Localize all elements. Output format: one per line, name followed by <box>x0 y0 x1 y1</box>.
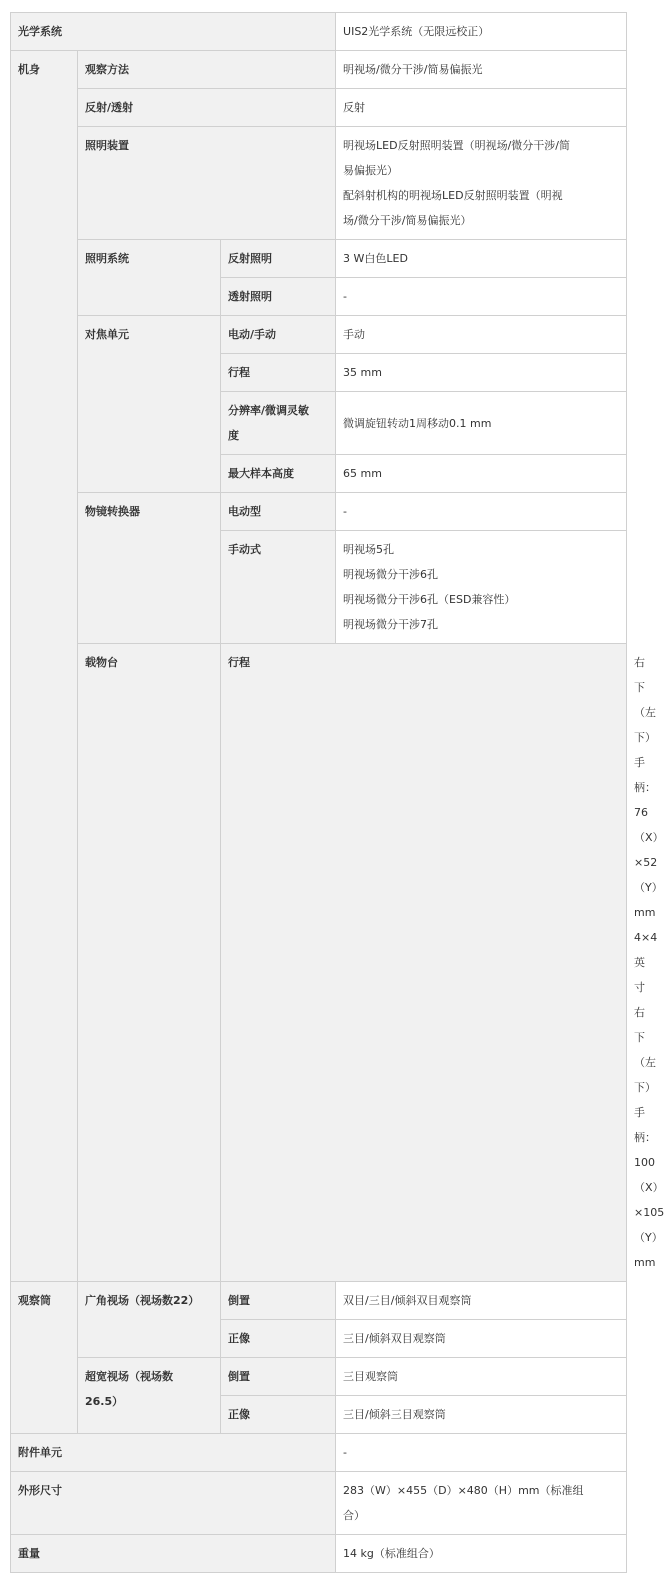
row-label-weight: 重量 <box>11 1535 336 1573</box>
table-row <box>11 493 627 531</box>
nosepiece-manual-line: 明视场微分干涉7孔 <box>343 618 439 631</box>
table-row <box>11 240 627 278</box>
nosepiece-manual-line: 明视场微分干涉6孔（ESD兼容性） <box>343 593 516 606</box>
illuminator-line: 配斜射机构的明视场LED反射照明装置（明视 <box>343 189 563 202</box>
focus-resolution-label-line: 分辨率/微调灵敏 <box>228 404 310 417</box>
row-label-dimensions: 外形尺寸 <box>11 1472 336 1535</box>
row-value-observation-method: 明视场/微分干涉/简易偏振光 <box>336 51 627 89</box>
illuminator-line: 易偏振光） <box>343 164 399 177</box>
row-value-dimensions <box>336 1472 627 1535</box>
row-label-wide-erect: 正像 <box>221 1320 336 1358</box>
row-value-super-wide-inverted: 三目观察筒 <box>336 1358 627 1396</box>
row-value-reflected-illumination: 3 W白色LED <box>336 240 627 278</box>
row-value-super-wide-erect: 三目/倾斜三目观察筒 <box>336 1396 627 1434</box>
row-label-super-wide-inverted: 倒置 <box>221 1358 336 1396</box>
table-row <box>11 1434 627 1472</box>
row-label-nosepiece-motorized: 电动型 <box>221 493 336 531</box>
row-value-max-sample-height: 65 mm <box>336 455 627 493</box>
table-row <box>11 13 627 51</box>
row-label-reflected-illumination: 反射照明 <box>221 240 336 278</box>
group-label-body: 机身 <box>11 51 78 1282</box>
dimensions-line: 合） <box>343 1509 366 1522</box>
row-label-focus-drive: 电动/手动 <box>221 316 336 354</box>
row-label-super-wide-erect: 正像 <box>221 1396 336 1434</box>
focus-resolution-label-line: 度 <box>228 429 239 442</box>
row-label-focus-resolution <box>221 392 336 455</box>
row-value-wide-erect: 三目/倾斜双目观察筒 <box>336 1320 627 1358</box>
row-label-optical-system: 光学系统 <box>11 13 336 51</box>
row-label-observation-method: 观察方法 <box>78 51 336 89</box>
illuminator-line: 明视场LED反射照明装置（明视场/微分干涉/简 <box>343 139 570 152</box>
row-label-nosepiece-manual: 手动式 <box>221 531 336 644</box>
table-row <box>11 127 627 240</box>
row-label-max-sample-height: 最大样本高度 <box>221 455 336 493</box>
group-label-stage: 载物台 <box>78 644 221 1282</box>
nosepiece-manual-line: 明视场5孔 <box>343 543 395 556</box>
group-label-tube: 观察筒 <box>11 1282 78 1434</box>
subgroup-label-illumination-system: 照明系统 <box>78 240 221 316</box>
subgroup-label-wide-field: 广角视场（视场数22） <box>78 1282 221 1358</box>
table-row <box>11 51 627 89</box>
spec-table-container <box>10 12 664 1573</box>
row-label-accessory: 附件单元 <box>11 1434 336 1472</box>
row-value-illuminator <box>336 127 627 240</box>
row-value-nosepiece-motorized: - <box>336 493 627 531</box>
row-label-illuminator: 照明装置 <box>78 127 336 240</box>
nosepiece-manual-line: 明视场微分干涉6孔 <box>343 568 439 581</box>
table-row <box>11 89 627 127</box>
row-value-focus-stroke: 35 mm <box>336 354 627 392</box>
row-value-transmitted-illumination: - <box>336 278 627 316</box>
table-row <box>11 1282 627 1320</box>
table-row <box>11 1358 627 1396</box>
subgroup-label-focus-unit: 对焦单元 <box>78 316 221 493</box>
row-label-wide-inverted: 倒置 <box>221 1282 336 1320</box>
super-wide-label-line: 超宽视场（视场数 <box>85 1370 173 1383</box>
row-value-focus-resolution: 微调旋钮转动1周移动0.1 mm <box>336 392 627 455</box>
table-row <box>11 1472 627 1535</box>
subgroup-label-super-wide-field <box>78 1358 221 1434</box>
table-row: 载物台 行程 右下（左下）手柄：76（X）×52（Y）mm 4×4 英寸右下（左下）手柄：100（X）×105 （Y）mm <box>11 644 627 1282</box>
super-wide-label-line: 26.5） <box>85 1395 124 1408</box>
row-label-transmitted-illumination: 透射照明 <box>221 278 336 316</box>
row-value-weight: 14 kg（标准组合） <box>336 1535 627 1573</box>
illuminator-line: 场/微分干涉/简易偏振光） <box>343 214 472 227</box>
row-value-reflect-transmit: 反射 <box>336 89 627 127</box>
row-value-optical-system: UIS2光学系统（无限远校正） <box>336 13 627 51</box>
table-row <box>11 316 627 354</box>
row-value-wide-inverted: 双目/三目/倾斜双目观察筒 <box>336 1282 627 1320</box>
dimensions-line: 283（W）×455（D）×480（H）mm（标准组 <box>343 1484 584 1497</box>
row-label-stage-stroke: 行程 <box>221 644 627 1282</box>
row-value-accessory: - <box>336 1434 627 1472</box>
row-value-focus-drive: 手动 <box>336 316 627 354</box>
row-value-nosepiece-manual <box>336 531 627 644</box>
subgroup-label-nosepiece: 物镜转换器 <box>78 493 221 644</box>
row-label-reflect-transmit: 反射/透射 <box>78 89 336 127</box>
row-label-focus-stroke: 行程 <box>221 354 336 392</box>
table-row <box>11 1535 627 1573</box>
spec-table <box>10 12 664 1573</box>
